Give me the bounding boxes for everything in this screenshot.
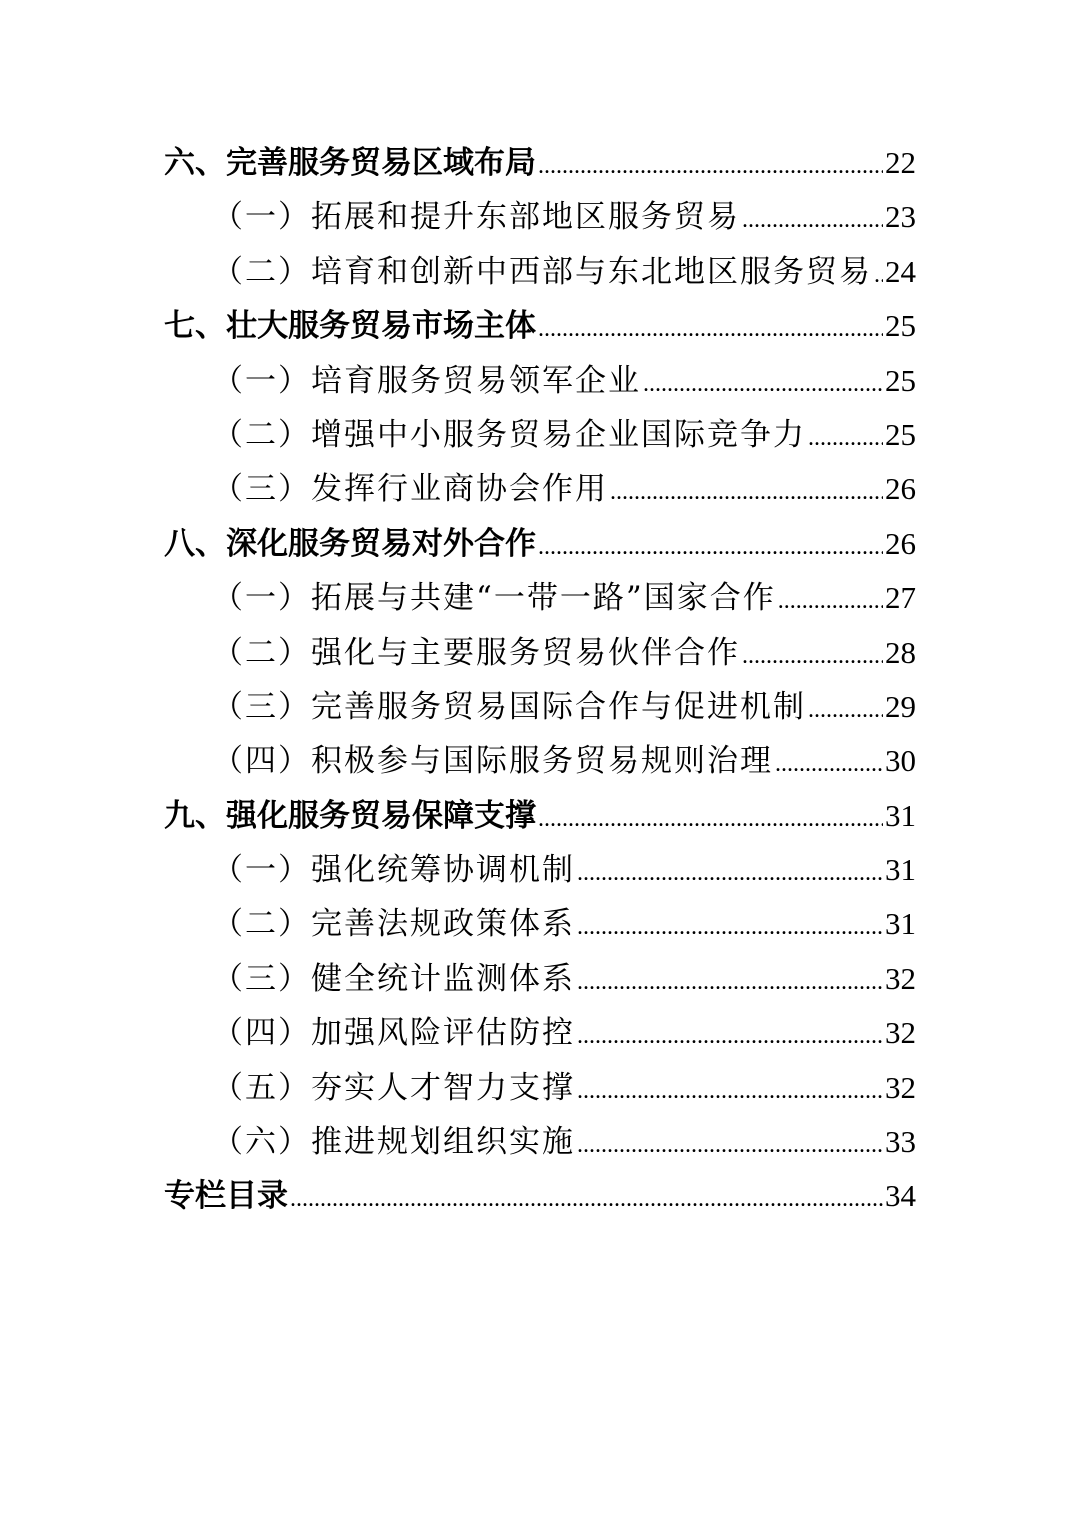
toc-entry-title: （六）推进规划组织实施 (212, 1124, 575, 1161)
toc-page-number: 26 (885, 525, 916, 561)
toc-entry-title: （三）发挥行业商协会作用 (212, 471, 608, 508)
toc-page-number: 23 (885, 199, 916, 235)
toc-dot-leader (874, 245, 883, 302)
toc-entry-title: （二）增强中小服务贸易企业国际竞争力 (212, 416, 806, 453)
toc-page-number: 31 (885, 906, 916, 942)
toc-page-number: 33 (885, 1124, 916, 1160)
toc-entry[interactable] (164, 517, 916, 571)
toc-dot-leader (577, 1006, 883, 1063)
toc-entry[interactable] (164, 1006, 916, 1060)
toc-entry[interactable] (164, 245, 916, 299)
toc-entry-title: 专栏目录 (164, 1178, 288, 1215)
toc-dot-leader (538, 136, 883, 193)
toc-entry-title: 九、强化服务贸易保障支撑 (164, 797, 536, 834)
toc-entry-title: （二）完善法规政策体系 (212, 906, 575, 943)
table-of-contents (164, 136, 916, 1224)
toc-page-number: 32 (885, 1015, 916, 1051)
toc-entry[interactable] (164, 734, 916, 788)
toc-entry-title: （一）拓展和提升东部地区服务贸易 (212, 199, 740, 236)
toc-dot-leader (778, 571, 883, 628)
toc-entry[interactable] (164, 1061, 916, 1115)
toc-entry[interactable] (164, 462, 916, 516)
toc-entry-title: （四）加强风险评估防控 (212, 1015, 575, 1052)
toc-entry-title: （一）强化统筹协调机制 (212, 852, 575, 889)
toc-page-number: 32 (885, 1069, 916, 1105)
toc-entry[interactable] (164, 136, 916, 190)
toc-entry-title: （一）培育服务贸易领军企业 (212, 362, 641, 399)
toc-entry-title: 六、完善服务贸易区域布局 (164, 145, 536, 181)
toc-dot-leader (643, 354, 883, 411)
toc-dot-leader (538, 299, 883, 356)
toc-entry[interactable] (164, 190, 916, 244)
toc-dot-leader (577, 1115, 883, 1172)
toc-entry-title: 八、深化服务贸易对外合作 (164, 525, 536, 562)
toc-dot-leader (808, 408, 883, 465)
toc-dot-leader (538, 517, 883, 574)
toc-page-number: 31 (885, 852, 916, 888)
toc-dot-leader (538, 789, 883, 846)
toc-dot-leader (577, 843, 883, 900)
toc-entry[interactable] (164, 843, 916, 897)
toc-page-number: 31 (885, 797, 916, 833)
toc-dot-leader (577, 897, 883, 954)
toc-dot-leader (290, 1169, 883, 1226)
toc-entry[interactable] (164, 952, 916, 1006)
toc-entry-title: （三）健全统计监测体系 (212, 960, 575, 997)
toc-entry[interactable] (164, 680, 916, 734)
toc-dot-leader (775, 734, 883, 791)
toc-entry[interactable] (164, 1169, 916, 1223)
toc-page-number: 26 (885, 471, 916, 507)
toc-dot-leader (742, 626, 883, 683)
toc-page-number: 34 (885, 1178, 916, 1214)
toc-entry-title: （三）完善服务贸易国际合作与促进机制 (212, 688, 806, 725)
toc-entry-title: （五）夯实人才智力支撑 (212, 1069, 575, 1106)
toc-page-number: 24 (885, 253, 916, 289)
toc-entry-title: （一）拓展与共建“一带一路”国家合作 (212, 580, 776, 617)
toc-page-number: 29 (885, 688, 916, 724)
toc-entry[interactable] (164, 299, 916, 353)
toc-page-number: 28 (885, 634, 916, 670)
toc-entry-title: 七、壮大服务贸易市场主体 (164, 308, 536, 345)
toc-page-number: 27 (885, 580, 916, 616)
toc-entry-title: （四）积极参与国际服务贸易规则治理 (212, 743, 773, 780)
toc-entry[interactable] (164, 897, 916, 951)
toc-dot-leader (808, 680, 883, 737)
toc-dot-leader (577, 1061, 883, 1118)
toc-entry[interactable] (164, 571, 916, 625)
toc-entry-title: （二）培育和创新中西部与东北地区服务贸易 (212, 253, 872, 290)
toc-entry-title: （二）强化与主要服务贸易伙伴合作 (212, 634, 740, 671)
toc-page-number: 30 (885, 743, 916, 779)
toc-entry[interactable] (164, 626, 916, 680)
toc-page-number: 22 (885, 145, 916, 180)
toc-entry[interactable] (164, 354, 916, 408)
toc-dot-leader (577, 952, 883, 1009)
toc-dot-leader (742, 190, 883, 247)
toc-page-number: 32 (885, 960, 916, 996)
toc-page-number: 25 (885, 308, 916, 344)
toc-page-number: 25 (885, 362, 916, 398)
toc-dot-leader (610, 462, 883, 519)
toc-entry[interactable] (164, 1115, 916, 1169)
toc-entry[interactable] (164, 789, 916, 843)
toc-entry[interactable] (164, 408, 916, 462)
toc-page-number: 25 (885, 416, 916, 452)
